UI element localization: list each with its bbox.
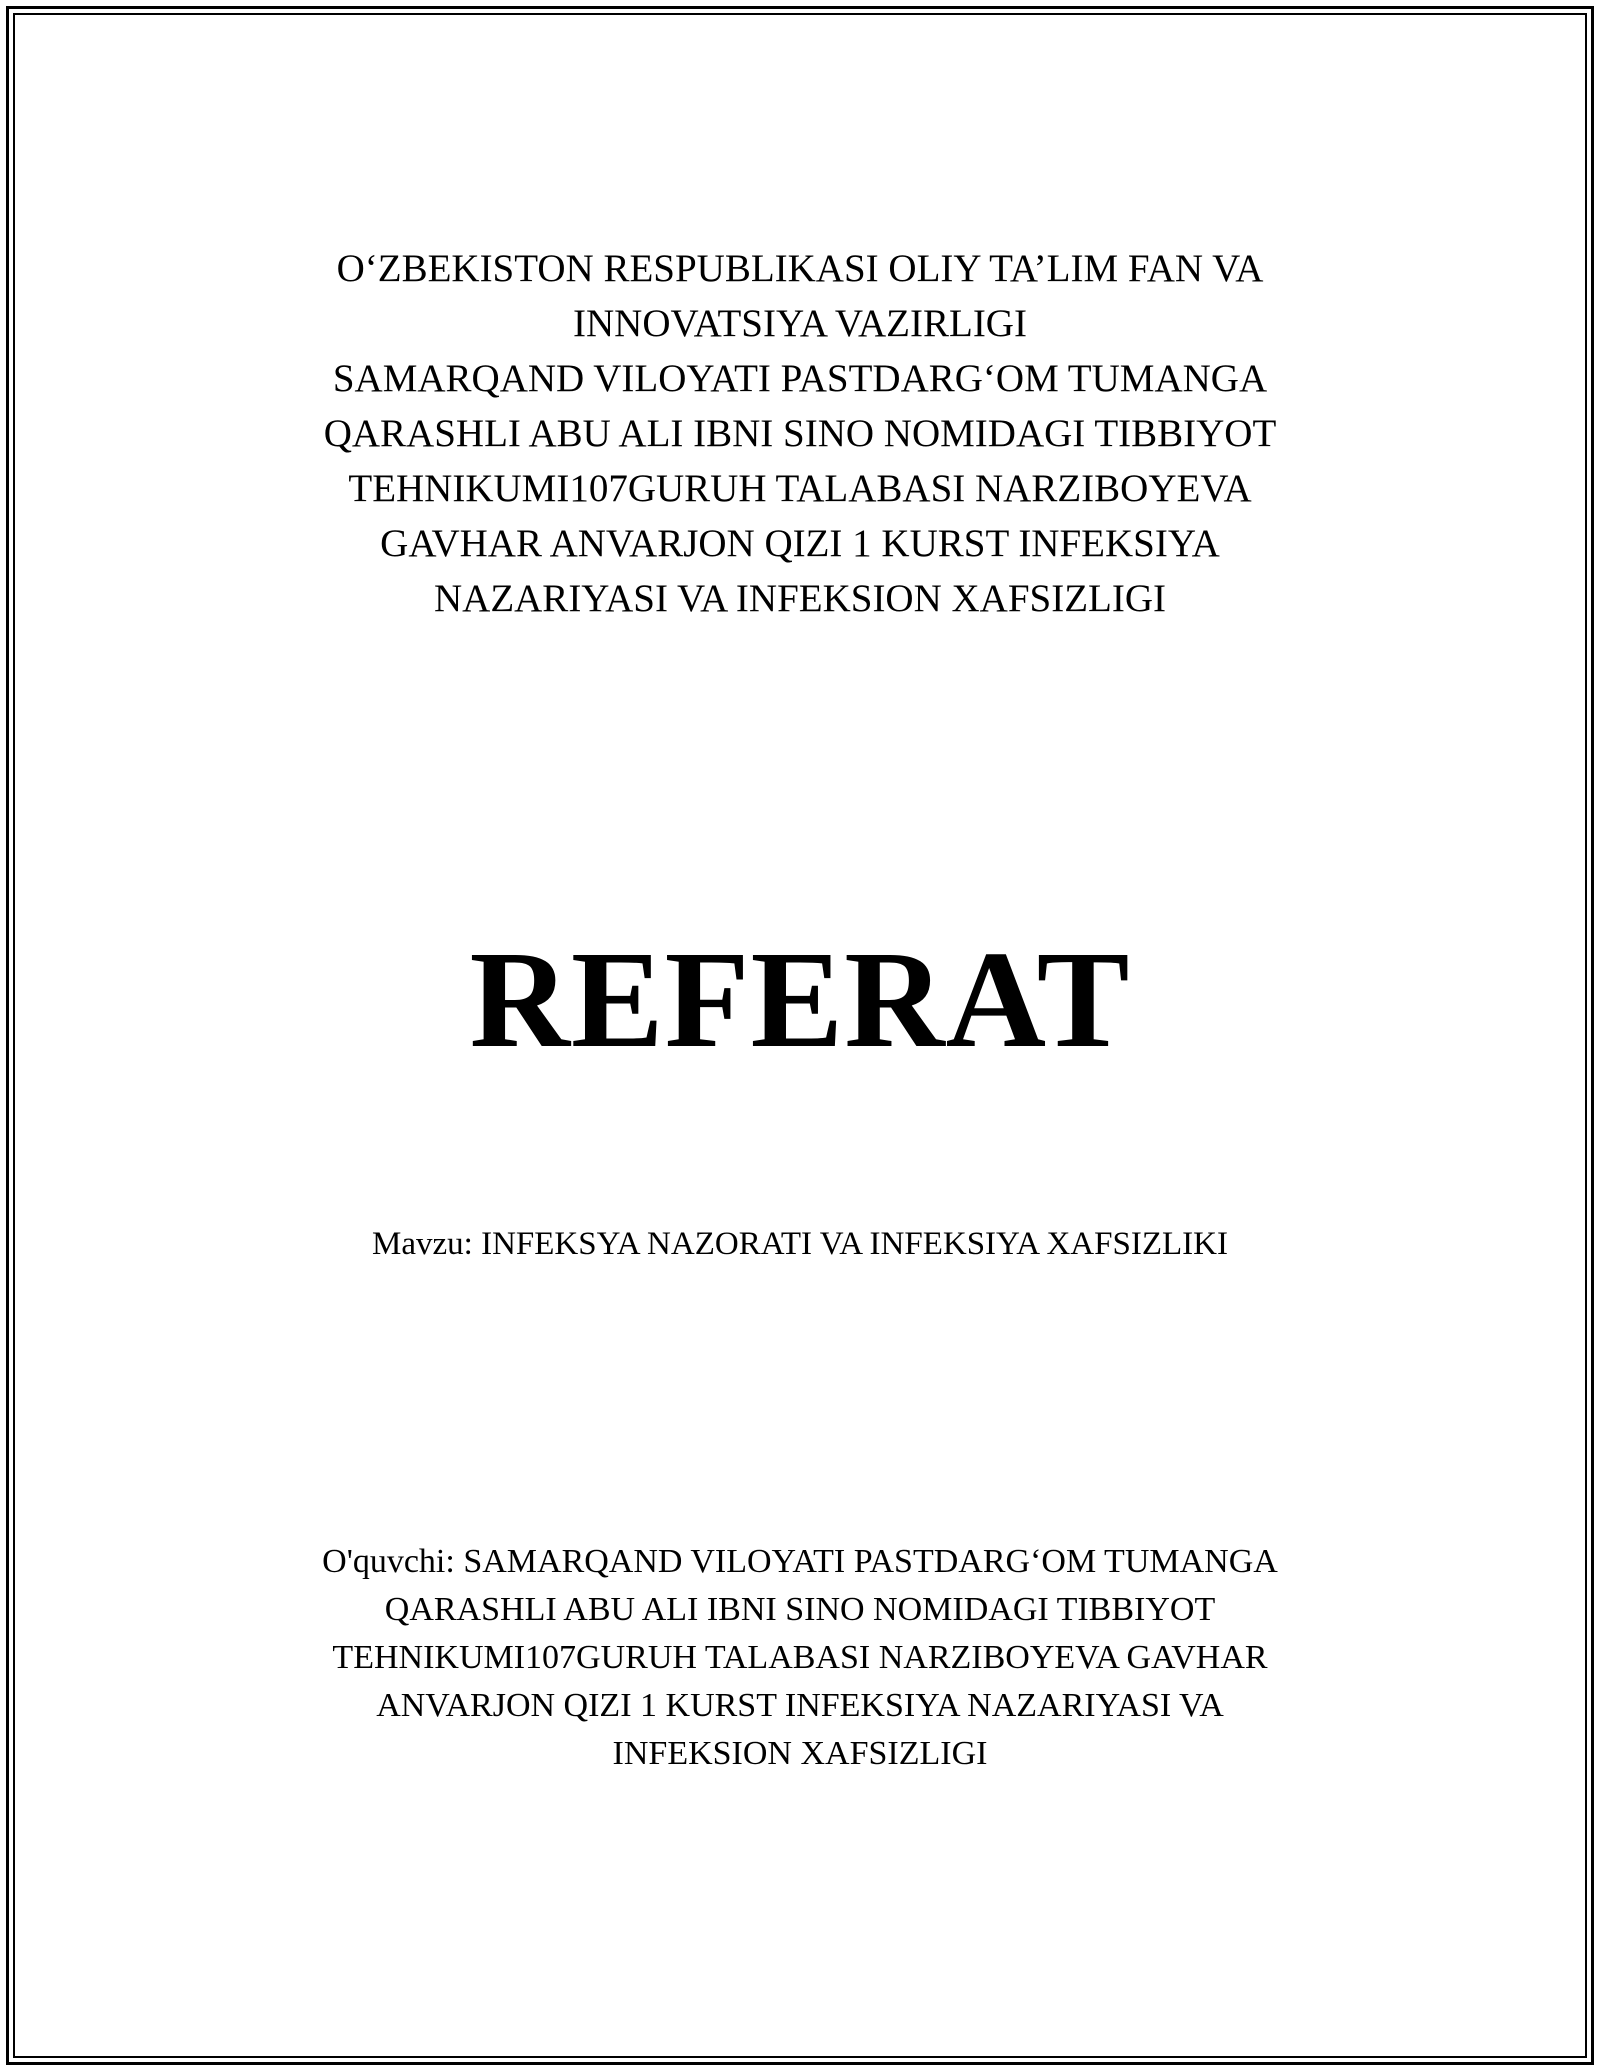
student-line: ANVARJON QIZI 1 KURST INFEKSIYA NAZARIYASI VA: [376, 1687, 1224, 1724]
student-info: [0, 1538, 1600, 1778]
header-line: TEHNIKUMI107GURUH TALABASI NARZIBOYEVA: [348, 467, 1252, 510]
document-title: REFERAT: [469, 923, 1131, 1077]
header-line: QARASHLI ABU ALI IBNI SINO NOMIDAGI TIBBIYOT: [323, 412, 1277, 455]
institution-header: [0, 241, 1600, 626]
header-line: O‘ZBEKISTON RESPUBLIKASI OLIY TA’LIM FAN VA: [336, 247, 1264, 290]
header-line: NAZARIYASI VA INFEKSION XAFSIZLIGI: [433, 577, 1166, 620]
student-line: O'quvchi: SAMARQAND VILOYATI PASTDARG‘OM TUMANGA: [322, 1543, 1278, 1580]
topic-line: Mavzu: INFEKSYA NAZORATI VA INFEKSIYA XAFSIZLIKI: [372, 1226, 1228, 1262]
student-line: TEHNIKUMI107GURUH TALABASI NARZIBOYEVA GAVHAR: [332, 1639, 1268, 1676]
header-line: INNOVATSIYA VAZIRLIGI: [573, 302, 1027, 345]
header-line: SAMARQAND VILOYATI PASTDARG‘OM TUMANGA: [332, 357, 1268, 400]
student-line: INFEKSION XAFSIZLIGI: [612, 1735, 988, 1772]
student-line: QARASHLI ABU ALI IBNI SINO NOMIDAGI TIBBIYOT: [384, 1591, 1216, 1628]
header-line: GAVHAR ANVARJON QIZI 1 KURST INFEKSIYA: [380, 522, 1220, 565]
